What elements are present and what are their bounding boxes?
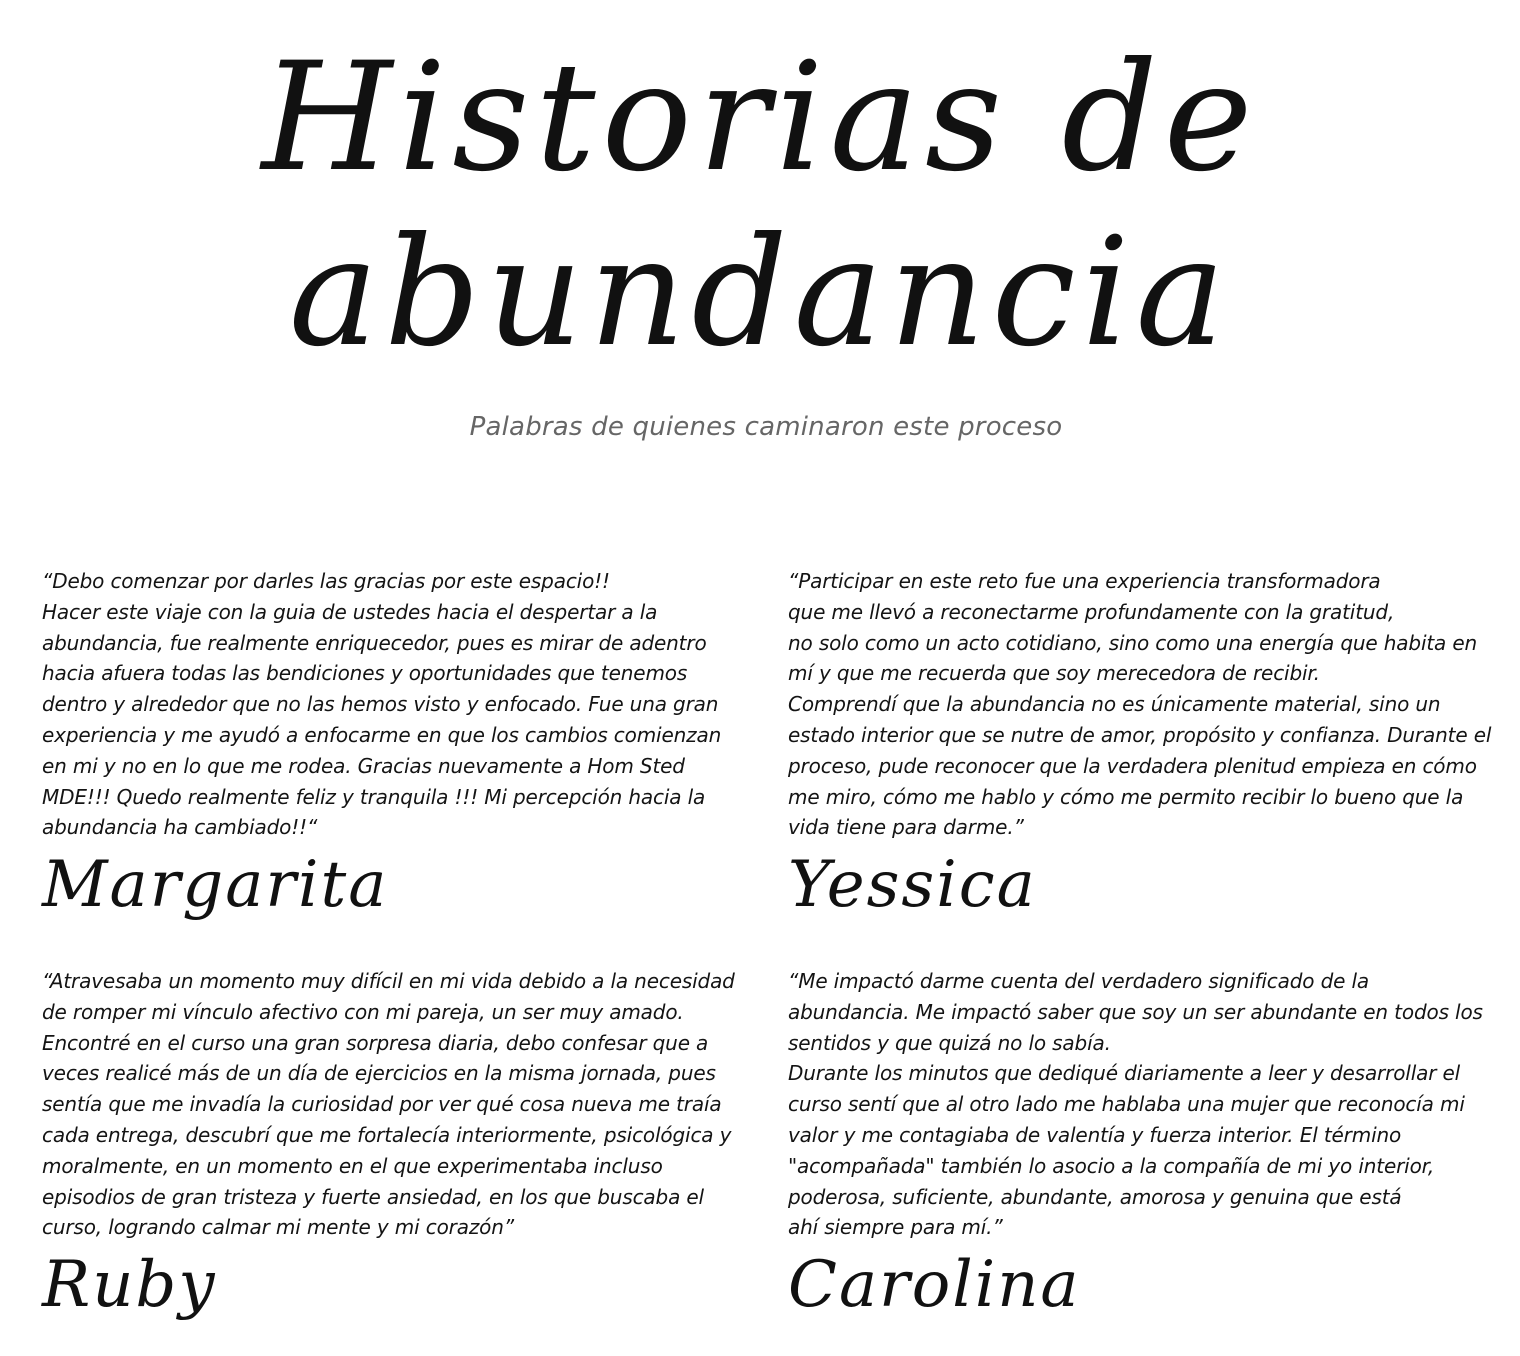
page-title-line-2: abundancia: [288, 206, 1232, 381]
testimonial-signature: Margarita: [42, 848, 389, 923]
testimonial-quote: “Me impactó darme cuenta del verdadero significado de la abundancia. Me impactó saber que soy un ser abundante en todos los sentidos y que quizá no lo sabía. Durante los minutos que dediqué diariamente a leer y desarrollar el curso sentí que al otro lado me hablaba una mujer que reconocía mi valor y me contagiaba de valentía y fuerza interior. El término "acompañada" también lo asocio a la compañía de mi yo interior, poderosa, suficiente, abundante, amorosa y genuina que está ahí siempre para mí.”: [788, 969, 1483, 1240]
testimonial-quote: “Atravesaba un momento muy difícil en mi vida debido a la necesidad de romper mi vínculo afectivo con mi pareja, un ser muy amado. Encontré en el curso una gran sorpresa diaria, debo confesar que a veces realicé más de un día de ejercicios en la misma jornada, pues sentía que me invadía la curiosidad por ver qué cosa nueva me traía cada entrega, descubrí que me fortalecía interiormente, psicológica y moralmente, en un momento en el que experimentaba incluso episodios de gran tristeza y fuerte ansiedad, en los que buscaba el curso, logrando calmar mi mente y mi corazón”: [42, 969, 735, 1240]
testimonial-ruby: [42, 966, 762, 1325]
testimonial-signature: Yessica: [788, 848, 1037, 923]
testimonial-quote: “Debo comenzar por darles las gracias por este espacio!! Hacer este viaje con la guia de ustedes hacia el despertar a la abundancia, fue realmente enriquecedor, pues es mirar de adentro hacia afuera todas las bendiciones y oportunidades que tenemos dentro y alrededor que no las hemos visto y enfocado. Fue una gran experiencia y me ayudó a enfocarme en que los cambios comienzan en mi y no en lo que me rodea. Gracias nuevamente a Hom Sted MDE!!! Quedo realmente feliz y tranquila !!! Mi percepción hacia la abundancia ha cambiado!!“: [42, 569, 722, 840]
page-subtitle: Palabras de quienes caminaron este proceso: [469, 412, 1063, 442]
testimonial-carolina: [788, 966, 1508, 1325]
testimonial-quote: “Participar en este reto fue una experiencia transformadora que me llevó a reconectarme profundamente con la gratitud, no solo como un acto cotidiano, sino como una energía que habita en mí y que me recuerda que soy merecedora de recibir. Comprendí que la abundancia no es únicamente material, sino un estado interior que se nutre de amor, propósito y confianza. Durante el proceso, pude reconocer que la verdadera plenitud empieza en cómo me miro, cómo me hablo y cómo me permito recibir lo bueno que la vida tiene para darme.”: [788, 569, 1492, 840]
page-title-line-1: Historias de: [261, 31, 1259, 206]
testimonial-signature: Ruby: [42, 1248, 217, 1323]
testimonial-yessica: [788, 566, 1508, 925]
testimonial-signature: Carolina: [788, 1248, 1081, 1323]
testimonial-margarita: [42, 566, 762, 925]
